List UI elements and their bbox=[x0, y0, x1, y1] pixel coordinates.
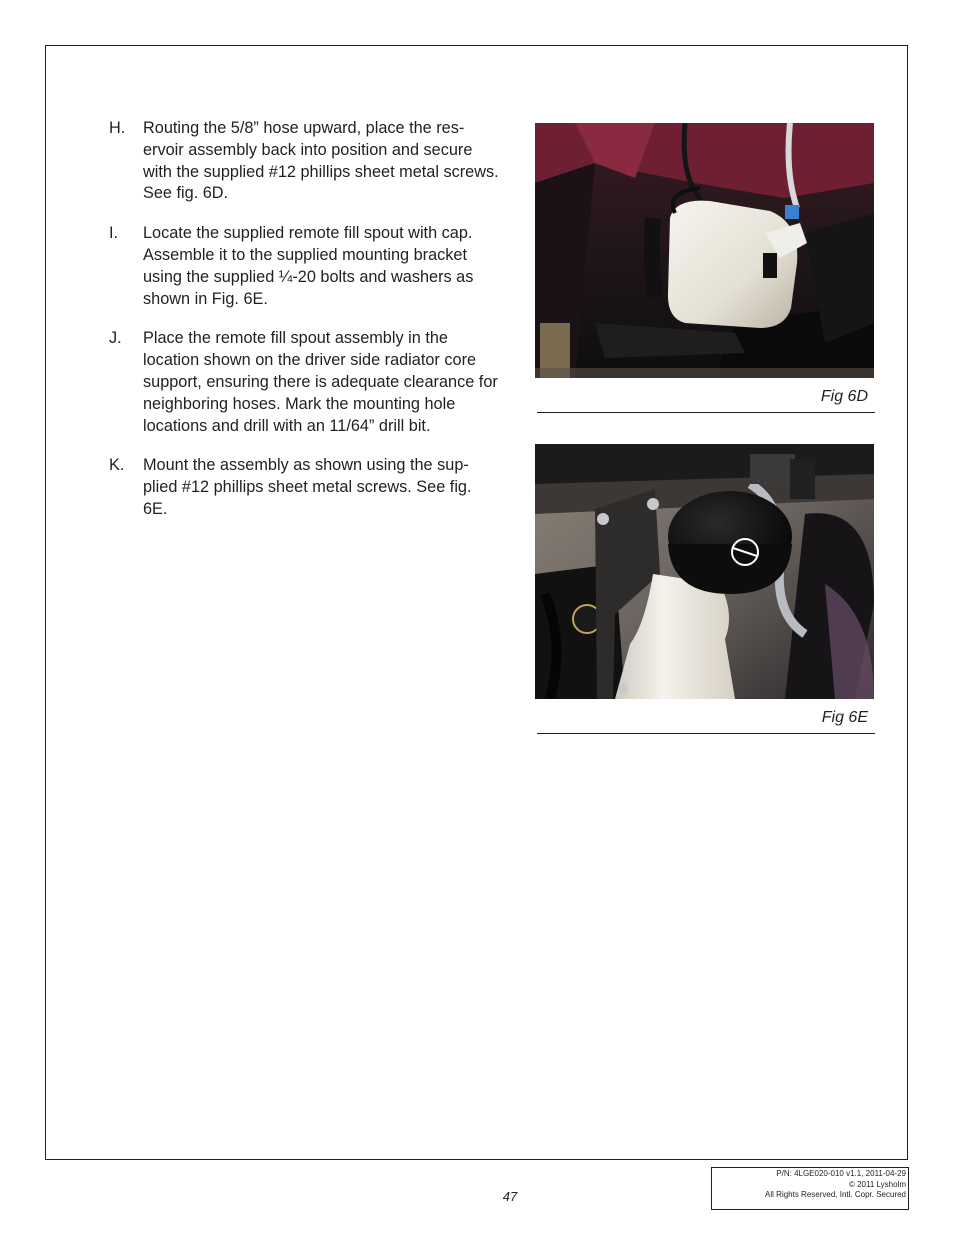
caption-rule bbox=[537, 733, 875, 734]
instruction-step-i bbox=[109, 223, 499, 310]
step-letter: K. bbox=[109, 456, 125, 475]
footer-info-box bbox=[711, 1167, 909, 1210]
instruction-step-j bbox=[109, 328, 499, 437]
step-text: Routing the 5/8” hose upward, place the res- ervoir assembly back into position and secure with the supplied #12 phillips sheet metal screws. See fig. 6D. bbox=[143, 119, 499, 203]
figure-caption: Fig 6E bbox=[821, 709, 868, 726]
reservoir-photo bbox=[535, 123, 874, 378]
step-text: Mount the assembly as shown using the sup- plied #12 phillips sheet metal screws. See fig. 6E. bbox=[143, 456, 472, 518]
figure-6d bbox=[535, 123, 875, 413]
step-letter: J. bbox=[109, 329, 122, 348]
copyright: © 2011 Lysholm bbox=[848, 1179, 906, 1189]
step-letter: H. bbox=[109, 119, 126, 137]
part-number: P/N: 4LGE020-010 v1.1, 2011-04-29 bbox=[776, 1169, 906, 1178]
caption-rule bbox=[537, 412, 875, 413]
step-text: Locate the supplied remote fill spout with cap. Assemble it to the supplied mounting bracket using the supplied ¼-20 bolts and washers as shown in Fig. 6E. bbox=[143, 224, 474, 308]
instruction-step-h bbox=[109, 118, 499, 205]
instruction-step-k bbox=[109, 455, 499, 520]
figure-caption: Fig 6D bbox=[820, 388, 868, 405]
page-number: 47 bbox=[502, 1189, 518, 1204]
step-text: Place the remote fill spout assembly in the location shown on the driver side radiator core support, ensuring there is adequate clearance for neighboring hoses. Mark the mounting hole locations and drill with an 11/64” drill bit. bbox=[143, 329, 498, 435]
figure-6e bbox=[535, 444, 875, 734]
step-letter: I. bbox=[109, 224, 119, 243]
rights-notice: All Rights Reserved, Intl. Copr. Secured bbox=[765, 1190, 906, 1199]
instruction-list bbox=[109, 118, 499, 539]
fill-spout-photo bbox=[535, 444, 874, 699]
